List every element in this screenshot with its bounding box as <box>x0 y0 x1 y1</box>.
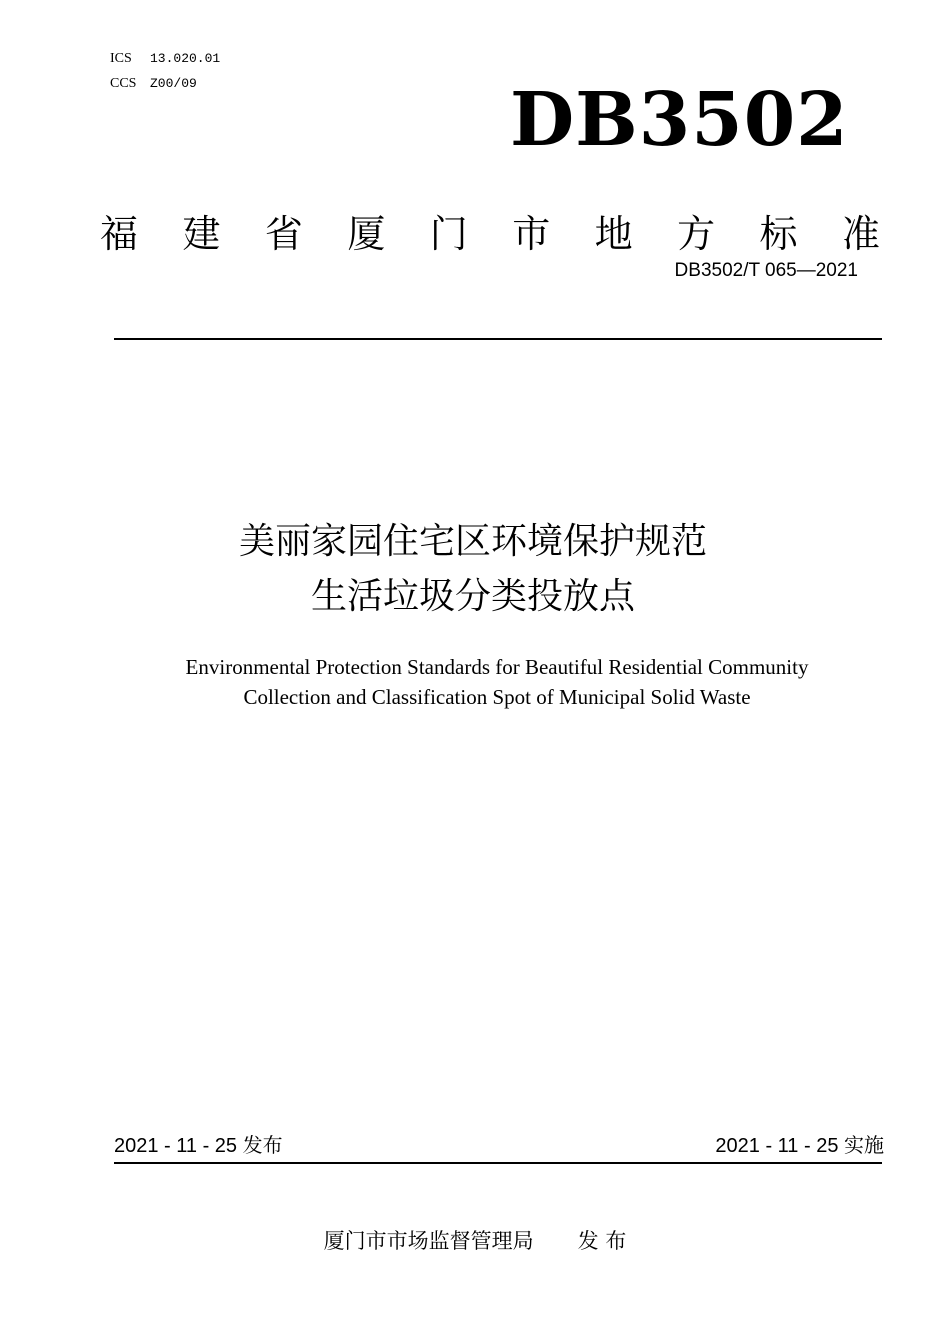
release-date: 2021 - 11 - 25 发布 <box>114 1135 283 1157</box>
implementation-date: 2021 - 11 - 25 实施 <box>715 1135 884 1157</box>
standard-type-title <box>100 208 880 260</box>
bottom-divider <box>114 1162 882 1164</box>
standard-number: DB3502/T 065—2021 <box>674 260 858 281</box>
ics-row <box>110 46 220 71</box>
ics-label: ICS <box>110 51 132 66</box>
title-char: 厦 <box>347 212 386 256</box>
ccs-row <box>110 71 220 96</box>
title-char: 门 <box>429 212 468 256</box>
publisher-line <box>0 1226 950 1256</box>
ccs-value: Z00/09 <box>150 76 197 91</box>
title-en-line2: Collection and Classification Spot of Municipal Solid Waste <box>243 685 751 709</box>
title-cn-line1: 美丽家园住宅区环境保护规范 <box>238 521 707 562</box>
ccs-label: CCS <box>110 76 137 91</box>
title-char: 地 <box>594 212 633 256</box>
standard-code-logo: DB3502 <box>510 77 849 163</box>
title-char: 准 <box>841 212 880 256</box>
title-char: 建 <box>182 212 221 256</box>
title-char: 标 <box>759 212 798 256</box>
publisher-name: 厦门市市场监督管理局 <box>323 1229 534 1253</box>
title-en-line1: Environmental Protection Standards for Beautiful Residential Community <box>185 655 809 679</box>
title-cn-line2: 生活垃圾分类投放点 <box>310 576 635 617</box>
title-char: 福 <box>100 212 139 256</box>
top-divider <box>114 338 882 340</box>
ics-value: 13.020.01 <box>150 51 221 66</box>
publisher-action: 发 布 <box>577 1229 627 1253</box>
classification-codes <box>110 46 220 96</box>
title-char: 市 <box>512 212 551 256</box>
title-char: 方 <box>677 212 716 256</box>
title-char: 省 <box>264 212 303 256</box>
